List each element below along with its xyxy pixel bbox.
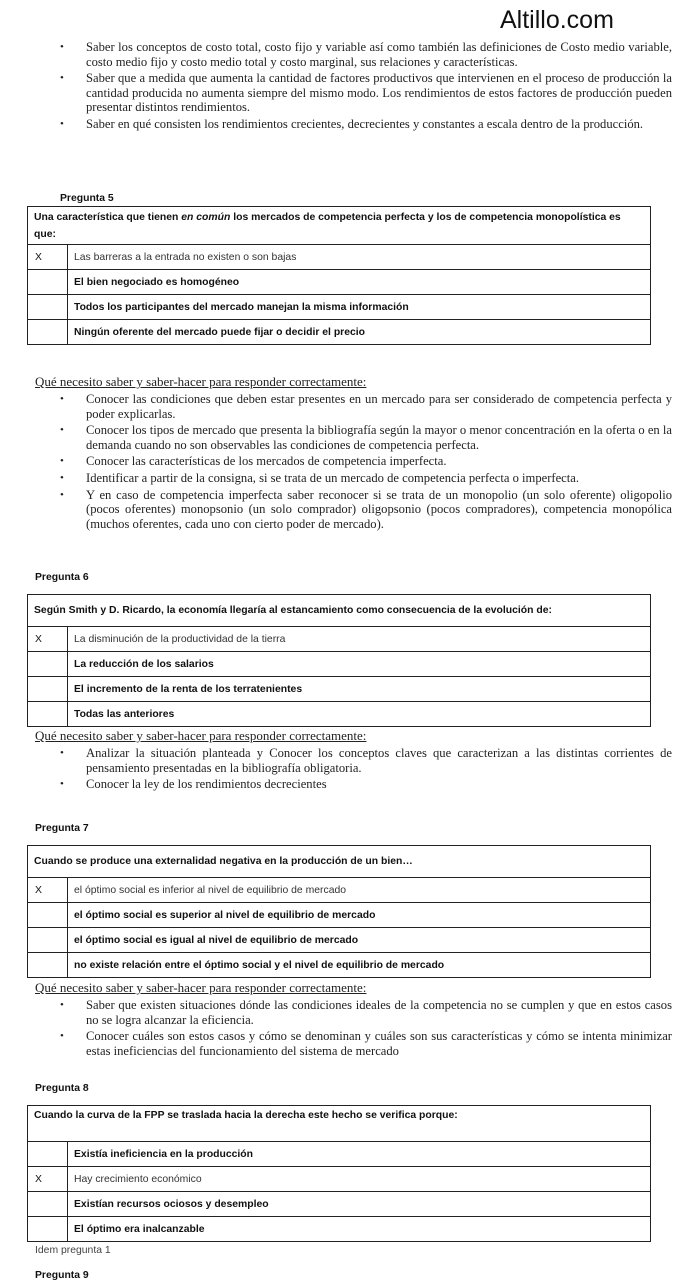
option-text: Hay crecimiento económico [68,1167,651,1192]
answer-mark [28,677,68,702]
option-text: no existe relación entre el óptimo social y el nivel de equilibrio de mercado [68,953,651,978]
option-row[interactable] [28,652,651,677]
option-text: Existían recursos ociosos y desempleo [68,1192,651,1217]
bullet-item: • Saber los conceptos de costo total, costo fijo y variable así como también las definiciones de Costo medio variable, costo medio fijo y costo medio total y costo marginal, sus relaciones y características. [60,40,672,69]
question-5-table [27,206,651,345]
option-text: el óptimo social es inferior al nivel de equilibrio de mercado [68,878,651,903]
question-6-bullet-list [60,746,672,794]
option-text: Ningún oferente del mercado puede fijar o decidir el precio [68,320,651,345]
answer-mark [28,270,68,295]
option-row[interactable] [28,677,651,702]
question-8-table [27,1105,651,1242]
section-heading: Qué necesito saber y saber-hacer para responder correctamente: [35,980,367,995]
answer-mark: X [28,245,68,270]
answer-mark: X [28,878,68,903]
answer-mark [28,953,68,978]
section-heading: Qué necesito saber y saber-hacer para responder correctamente: [35,728,367,743]
answer-mark [28,1217,68,1242]
option-row[interactable] [28,878,651,903]
question-8-text: Cuando la curva de la FPP se traslada hacia la derecha este hecho se verifica porque: [28,1106,651,1142]
answer-mark [28,903,68,928]
option-text: El incremento de la renta de los terratenientes [68,677,651,702]
answer-mark: X [28,1167,68,1192]
answer-mark [28,1142,68,1167]
question-9-label: Pregunta 9 [35,1270,89,1281]
option-row[interactable] [28,903,651,928]
option-text: Todas las anteriores [68,702,651,727]
option-text: el óptimo social es igual al nivel de equilibrio de mercado [68,928,651,953]
option-text: Todos los participantes del mercado manejan la misma información [68,295,651,320]
section-heading: Qué necesito saber y saber-hacer para responder correctamente: [35,374,367,389]
option-row[interactable] [28,1192,651,1217]
question-7-bullet-list [60,998,672,1060]
question-8-label: Pregunta 8 [35,1083,89,1094]
option-text: El óptimo era inalcanzable [68,1217,651,1242]
answer-mark [28,928,68,953]
question-row [28,595,651,627]
option-text: El bien negociado es homogéneo [68,270,651,295]
option-row[interactable] [28,953,651,978]
question-6-label: Pregunta 6 [35,572,89,583]
option-row[interactable] [28,295,651,320]
option-row[interactable] [28,928,651,953]
bullet-item: • Saber que existen situaciones dónde las condiciones ideales de la competencia no se cumplen y que en estos casos no se logra alcanzar la eficiencia. [60,998,672,1027]
option-row[interactable] [28,245,651,270]
question-5-text: Una característica que tienen en común los mercados de competencia perfecta y los de competencia monopolística es que: [28,207,651,245]
question-7-text: Cuando se produce una externalidad negativa en la producción de un bien… [28,846,651,878]
option-row[interactable] [28,1167,651,1192]
question-row [28,207,651,245]
option-row[interactable] [28,702,651,727]
option-text: el óptimo social es superior al nivel de equilibrio de mercado [68,903,651,928]
option-row[interactable] [28,627,651,652]
answer-mark [28,295,68,320]
question-6-table [27,594,651,727]
answer-mark [28,320,68,345]
option-text: Existía ineficiencia en la producción [68,1142,651,1167]
option-row[interactable] [28,1142,651,1167]
top-bullet-list [60,40,672,134]
answer-mark [28,1192,68,1217]
option-row[interactable] [28,1217,651,1242]
answer-mark [28,702,68,727]
question-7-label: Pregunta 7 [35,823,89,834]
question-row [28,1106,651,1142]
question-5-bullet-list [60,392,672,533]
answer-mark: X [28,627,68,652]
bullet-item: • Conocer cuáles son estos casos y cómo se denominan y cuáles son sus características y cómo se intenta minimizar estas ineficiencias del funcionamiento del sistema de mercado [60,1029,672,1058]
option-text: Las barreras a la entrada no existen o son bajas [68,245,651,270]
bullet-item: • Conocer las características de los mercados de competencia imperfecta. [60,454,672,469]
option-text: La reducción de los salarios [68,652,651,677]
bullet-item: • Y en caso de competencia imperfecta saber reconocer si se trata de un monopolio (un solo oferente) oligopolio (pocos oferentes) monopsonio (un solo comprador) oligopsonio (pocos compradores), competencia monopólica (muchos oferentes, cada uno con cierto poder de mercado). [60,488,672,532]
question-6-text: Según Smith y D. Ricardo, la economía llegaría al estancamiento como consecuencia de la evolución de: [28,595,651,627]
question-8-note: Idem pregunta 1 [35,1245,111,1256]
answer-mark [28,652,68,677]
question-row [28,846,651,878]
bullet-item: • Conocer la ley de los rendimientos decrecientes [60,777,672,792]
option-text: La disminución de la productividad de la tierra [68,627,651,652]
option-row[interactable] [28,320,651,345]
bullet-item: • Saber en qué consisten los rendimientos crecientes, decrecientes y constantes a escala dentro de la producción. [60,117,672,132]
option-row[interactable] [28,270,651,295]
bullet-item: • Conocer las condiciones que deben estar presentes en un mercado para ser considerado de competencia perfecta y poder explicarlas. [60,392,672,421]
bullet-item: • Identificar a partir de la consigna, si se trata de un mercado de competencia perfecta o imperfecta. [60,471,672,486]
question-5-label: Pregunta 5 [60,193,114,204]
bullet-item: • Analizar la situación planteada y Conocer los conceptos claves que caracterizan a las distintas corrientes de pensamiento presentadas en la bibliografía obligatoria. [60,746,672,775]
question-7-table [27,845,651,978]
bullet-item: • Conocer los tipos de mercado que presenta la bibliografía según la mayor o menor concentración en la oferta o en la demanda cuando no son observables las condiciones de competencia perfecta. [60,423,672,452]
site-watermark: Altillo.com [500,6,614,34]
bullet-item: • Saber que a medida que aumenta la cantidad de factores productivos que intervienen en el proceso de producción la cantidad producida no aumenta siempre del mismo modo. Los rendimientos de estos factores de producción pueden presentar distintos rendimientos. [60,71,672,115]
